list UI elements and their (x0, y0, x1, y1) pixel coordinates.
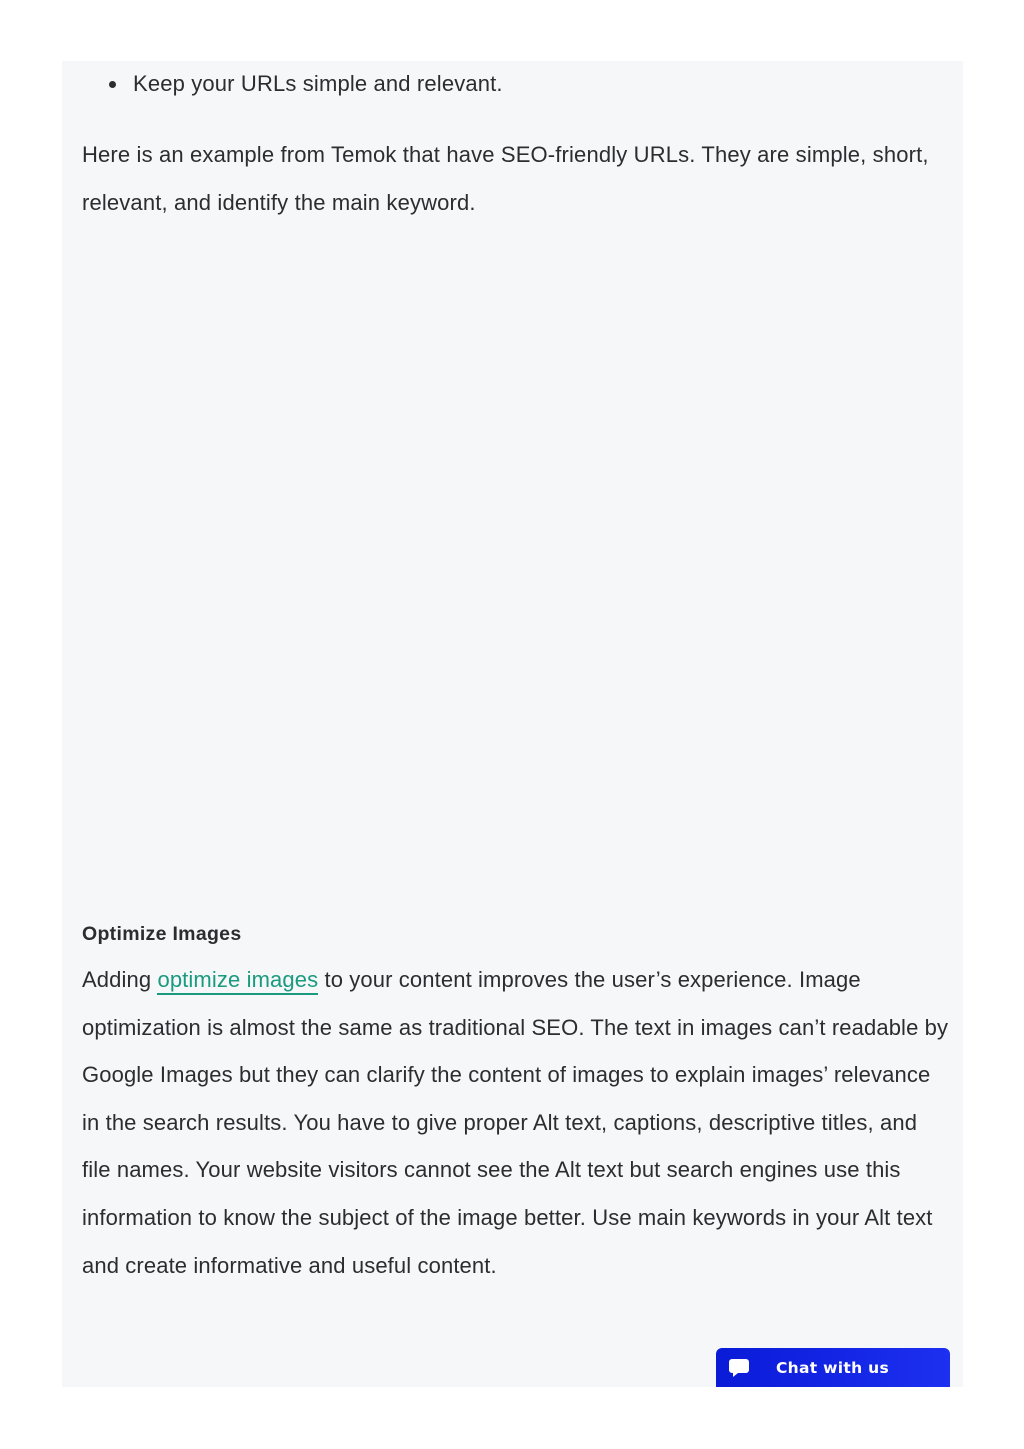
bullet-item (106, 68, 503, 100)
body-text-after-link: to your content improves the user’s experience. Image optimization is almost the same as traditional SEO. The text in images can’t readable by Google Images but they can clarify the content of images to explain images’ relevance in the search results. You have to give proper Alt text, captions, descriptive titles, and file names. Your website visitors cannot see the Alt text but search engines use this information to know the subject of the image better. Use main keywords in your Alt text and create informative and useful content. (82, 967, 949, 1278)
bullet-item-text: Keep your URLs simple and relevant. (133, 71, 503, 96)
body-text-before-link: Adding (82, 967, 158, 992)
example-image-area (82, 241, 939, 891)
section-heading: Optimize Images (82, 923, 242, 945)
bullet-dot-icon (109, 81, 116, 88)
chat-with-us-label: Chat with us (776, 1358, 890, 1377)
bullet-list (106, 68, 503, 100)
body-paragraph (82, 956, 950, 1289)
article-content (62, 61, 963, 1387)
intro-paragraph: Here is an example from Temok that have SEO-friendly URLs. They are simple, short, relevant, and identify the main keyword. (82, 142, 929, 215)
chat-bubble-icon (728, 1357, 750, 1379)
optimize-images-link[interactable]: optimize images (157, 967, 318, 995)
chat-with-us-button[interactable] (716, 1348, 950, 1387)
